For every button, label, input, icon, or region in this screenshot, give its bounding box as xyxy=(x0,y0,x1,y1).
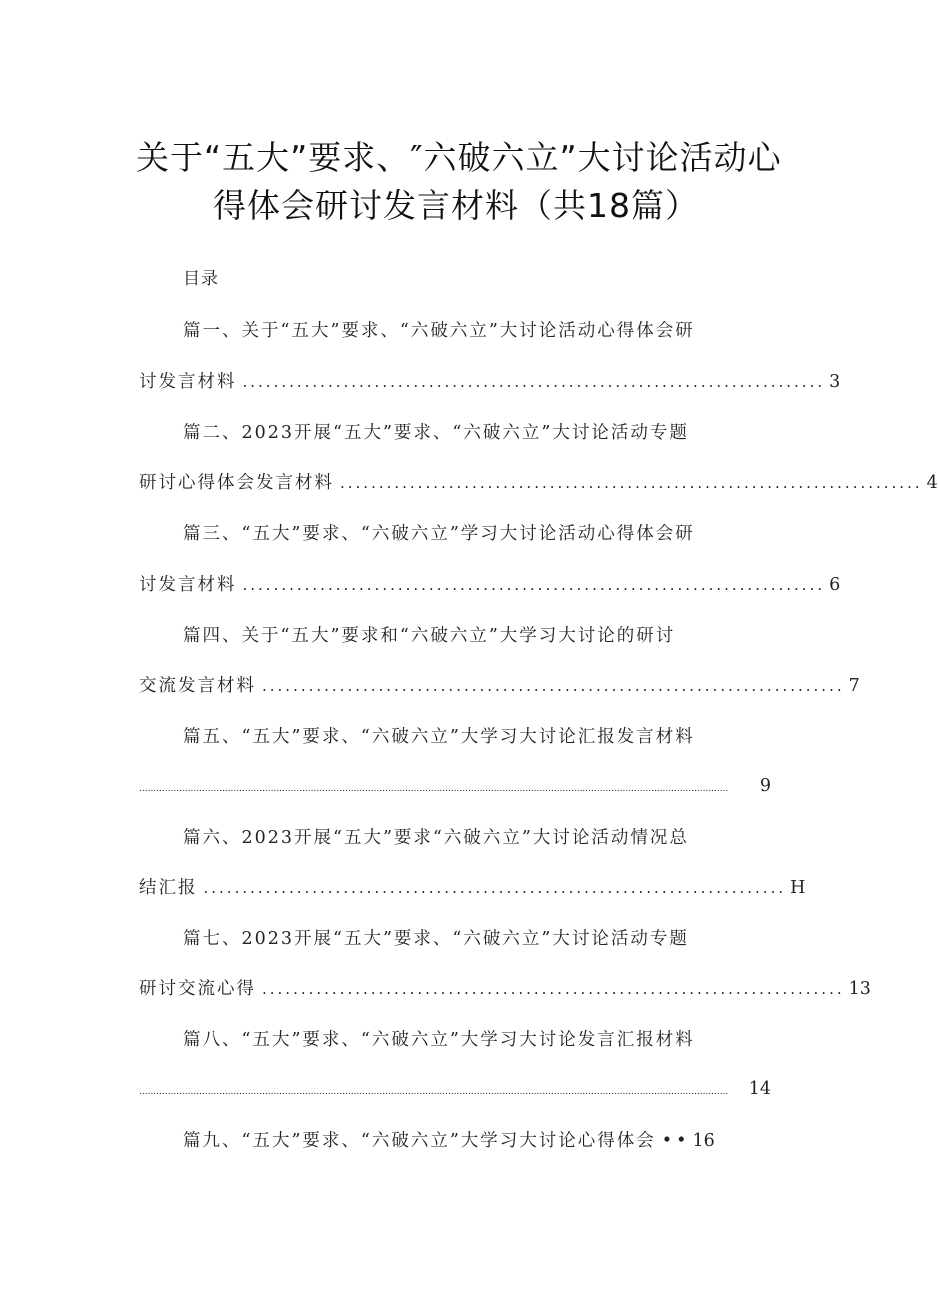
toc-entry-8-page: 14 xyxy=(748,1079,771,1099)
toc-entry-1-title[interactable]: 篇一、关于“五大”要求、“六破六立”大讨论活动心得体会研 xyxy=(183,321,695,341)
toc-entry-9-leader: •• xyxy=(661,1131,691,1151)
toc-entry-4-title-cont: 交流发言材料 xyxy=(139,676,256,696)
toc-entry-9-title: 篇九、“五大”要求、“六破六立”大学习大讨论心得体会 xyxy=(183,1131,656,1151)
toc-entry-1-title-cont: 讨发言材料 xyxy=(139,372,237,392)
toc-entry-4-line2[interactable] xyxy=(139,673,860,699)
toc-entry-7-title-cont: 研讨交流心得 xyxy=(139,979,256,999)
toc-entry-4-title[interactable]: 篇四、关于“五大”要求和“六破六立”大学习大讨论的研讨 xyxy=(183,626,676,646)
toc-entry-7-title[interactable]: 篇七、2023开展“五大”要求、“六破六立”大讨论活动专题 xyxy=(183,929,689,949)
toc-entry-2-line2[interactable] xyxy=(139,470,938,496)
toc-entry-1-line2[interactable] xyxy=(139,369,841,395)
toc-entry-2-title[interactable]: 篇二、2023开展“五大”要求、“六破六立”大讨论活动专题 xyxy=(183,423,689,443)
toc-entry-6-leader: ........................................................................... xyxy=(203,879,787,897)
toc-entry-1-leader: ........................................................................... xyxy=(242,373,826,391)
toc-entry-8-leader: .............................................................................................................................................................................................................. xyxy=(139,1087,729,1097)
toc-entry-3-line2[interactable] xyxy=(139,572,841,598)
toc-entry-6-title[interactable]: 篇六、2023开展“五大”要求“六破六立”大讨论活动情况总 xyxy=(183,828,689,848)
toc-entry-2-leader: ........................................................................... xyxy=(340,474,923,492)
toc-entry-3-title[interactable]: 篇三、“五大”要求、“六破六立”学习大讨论活动心得体会研 xyxy=(183,524,695,544)
toc-entry-1-page: 3 xyxy=(829,372,841,392)
toc-entry-6-page: H xyxy=(790,878,806,898)
toc-entry-7-leader: ........................................................................... xyxy=(262,980,845,998)
toc-entry-4-leader: ........................................................................... xyxy=(262,677,845,695)
toc-entry-8-line2[interactable] xyxy=(139,1076,771,1105)
toc-entry-8-title[interactable]: 篇八、“五大”要求、“六破六立”大学习大讨论发言汇报材料 xyxy=(183,1030,695,1050)
toc-entry-3-page: 6 xyxy=(829,575,841,595)
toc-entry-4-page: 7 xyxy=(848,676,860,696)
title-line-2: 得体会研讨发言材料（共18篇） xyxy=(213,186,699,225)
title-line-1: 关于“五大”要求、″六破六立”大讨论活动心 xyxy=(136,138,782,177)
toc-entry-3-title-cont: 讨发言材料 xyxy=(139,575,237,595)
toc-entry-3-leader: ........................................................................... xyxy=(242,576,826,594)
toc-entry-5-line2[interactable] xyxy=(139,773,771,802)
toc-entry-6-line2[interactable] xyxy=(139,875,806,901)
toc-entry-5-page: 9 xyxy=(759,776,771,796)
toc-entry-5-title[interactable]: 篇五、“五大”要求、“六破六立”大学习大讨论汇报发言材料 xyxy=(183,727,695,747)
toc-entry-5-leader: .............................................................................................................................................................................................................. xyxy=(139,784,729,794)
document-title xyxy=(0,134,920,230)
toc-entry-9[interactable] xyxy=(183,1128,765,1154)
toc-entry-7-page: 13 xyxy=(848,979,871,999)
toc-entry-7-line2[interactable] xyxy=(139,976,871,1002)
toc-entry-9-page: 16 xyxy=(692,1131,715,1151)
toc-heading: 目录 xyxy=(183,269,219,289)
toc-entry-2-title-cont: 研讨心得体会发言材料 xyxy=(139,473,334,493)
toc-entry-2-page: 4 xyxy=(926,473,938,493)
toc-entry-6-title-cont: 结汇报 xyxy=(139,878,198,898)
